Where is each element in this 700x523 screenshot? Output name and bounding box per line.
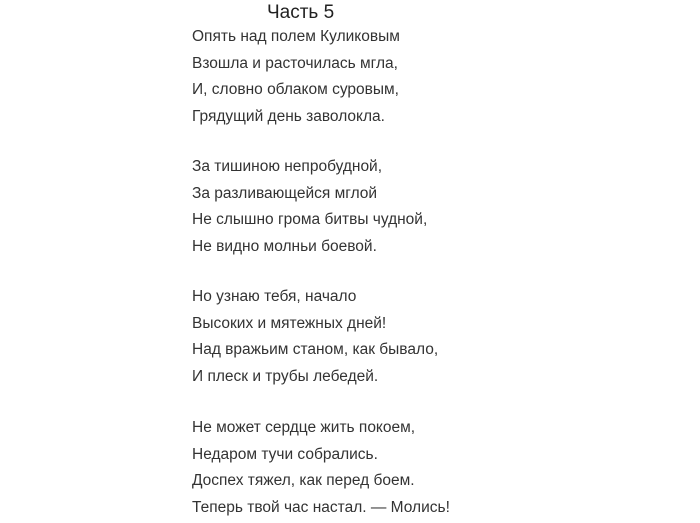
stanza-3 — [192, 284, 652, 390]
poem-line: Доспех тяжел, как перед боем. — [192, 472, 415, 490]
poem-line: Не видно молньи боевой. — [192, 237, 377, 255]
poem-line: Взошла и расточилась мгла, — [192, 54, 398, 72]
poem-line: Опять над полем Куликовым — [192, 28, 400, 45]
poem-line: И плеск и трубы лебедей. — [192, 367, 379, 385]
poem-line: Над вражьим станом, как бывало, — [192, 341, 439, 359]
poem-line: За разливающейся мглой — [192, 184, 378, 202]
poem-line: Недаром тучи собрались. — [192, 445, 378, 463]
poem-line: Но узнаю тебя, начало — [192, 288, 357, 305]
poem-line: Не слышно грома битвы чудной, — [192, 211, 428, 229]
poem-line: Теперь твой час настал. — Молись! — [192, 498, 450, 516]
poem-line: Грядущий день заволокла. — [192, 107, 385, 125]
poem-line: Не может сердце жить покоем, — [192, 419, 416, 436]
poem-line: За тишиною непробудной, — [192, 158, 383, 175]
stanza-1 — [192, 24, 652, 130]
poem-line: И, словно облаком суровым, — [192, 81, 399, 99]
stanza-2 — [192, 154, 652, 260]
stanza-4 — [192, 415, 652, 521]
poem-title: Часть 5 — [267, 2, 335, 23]
poem-line: Высоких и мятежных дней! — [192, 314, 387, 332]
